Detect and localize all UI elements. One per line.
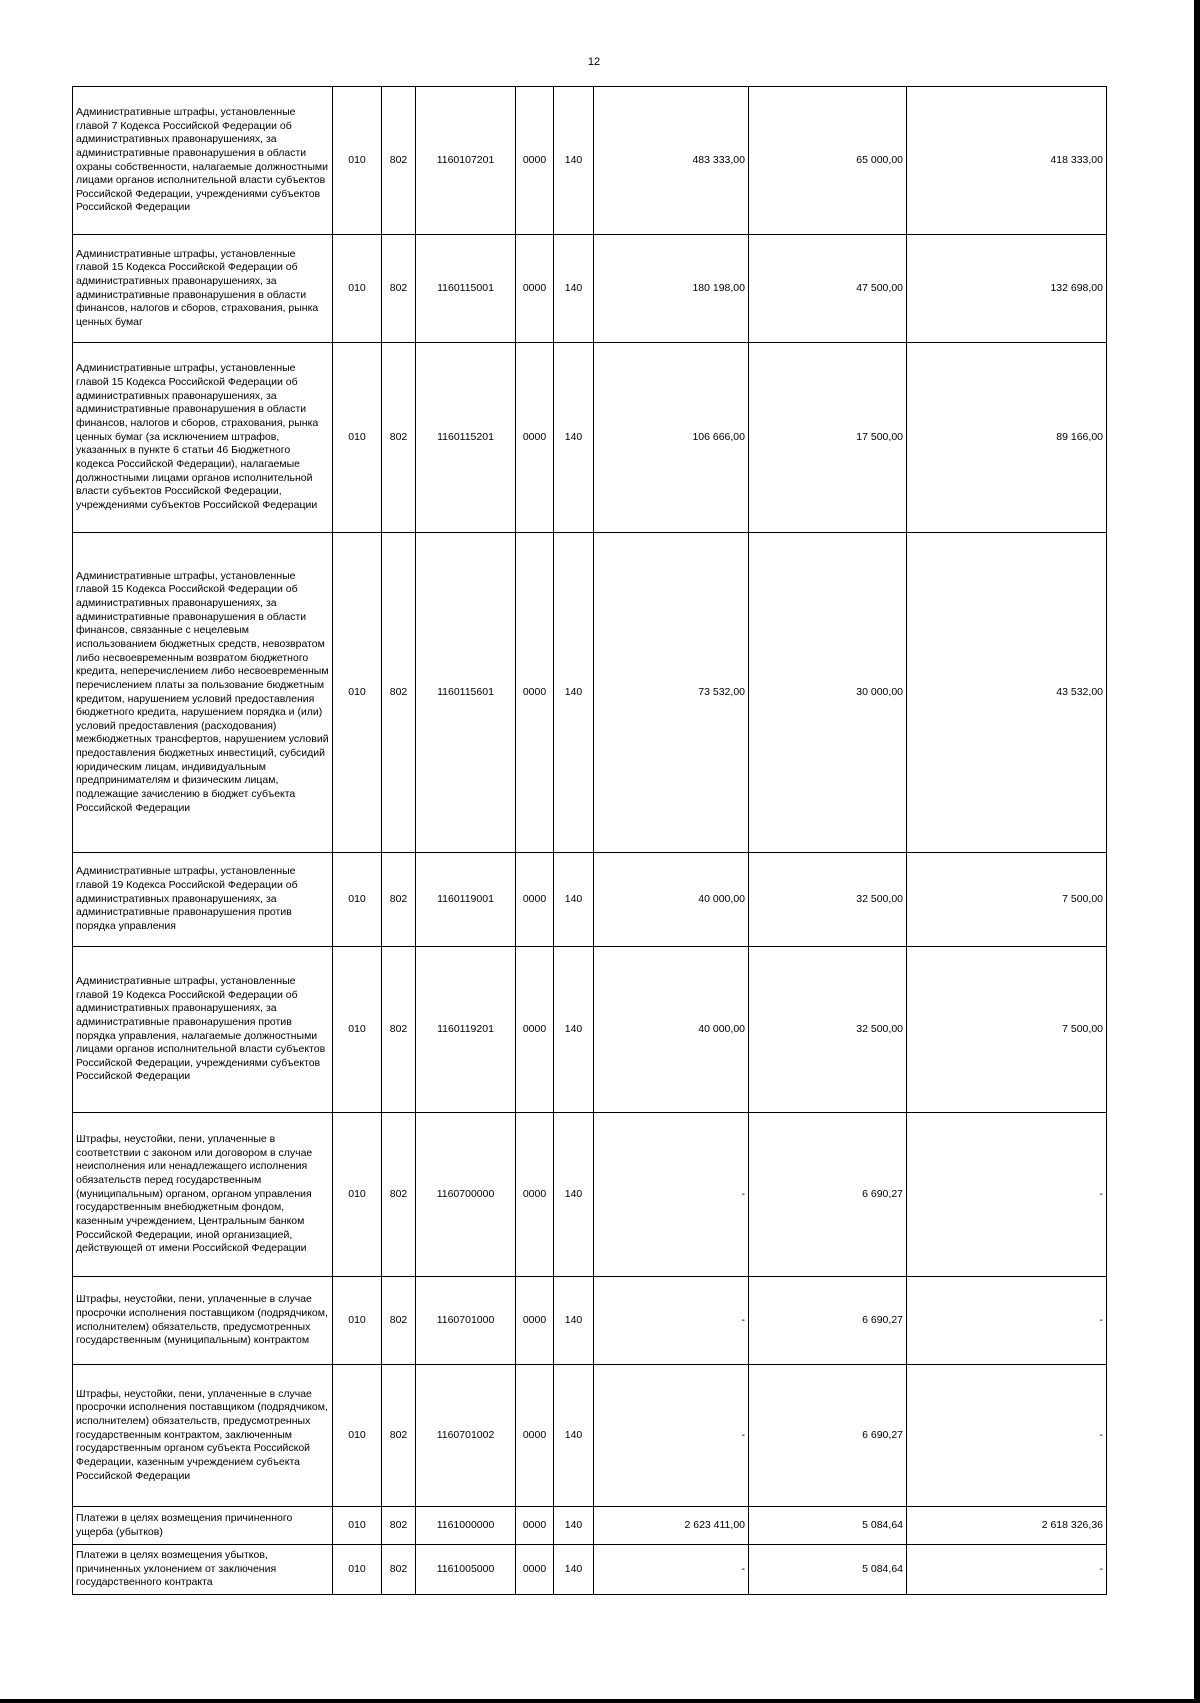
row-amount-planned: - xyxy=(594,1113,749,1277)
row-code-classification: 140 xyxy=(554,343,594,533)
row-amount-planned: - xyxy=(594,1277,749,1365)
row-code-classification: 140 xyxy=(554,1545,594,1595)
table-row xyxy=(73,235,1107,343)
row-amount-remaining: - xyxy=(907,1365,1107,1507)
row-code-section: 010 xyxy=(333,1507,382,1545)
row-code-classification: 140 xyxy=(554,1113,594,1277)
row-amount-planned: 73 532,00 xyxy=(594,533,749,853)
row-code-admin: 802 xyxy=(382,1113,416,1277)
row-code-program: 0000 xyxy=(516,87,554,235)
row-amount-planned: 180 198,00 xyxy=(594,235,749,343)
row-amount-planned: 483 333,00 xyxy=(594,87,749,235)
row-description: Платежи в целях возмещения причиненного ущерба (убытков) xyxy=(73,1507,333,1545)
row-code-revenue: 1161005000 xyxy=(416,1545,516,1595)
row-code-program: 0000 xyxy=(516,1545,554,1595)
table-row xyxy=(73,1365,1107,1507)
row-code-admin: 802 xyxy=(382,1545,416,1595)
row-amount-remaining: - xyxy=(907,1277,1107,1365)
row-description: Штрафы, неустойки, пени, уплаченные в случае просрочки исполнения поставщиком (подрядчиком, исполнителем) обязательств, предусмотренных государственным (муниципальным) контрактом xyxy=(73,1277,333,1365)
row-code-program: 0000 xyxy=(516,853,554,947)
row-code-admin: 802 xyxy=(382,1365,416,1507)
row-amount-executed: 6 690,27 xyxy=(749,1277,907,1365)
row-amount-planned: - xyxy=(594,1545,749,1595)
row-code-revenue: 1160119201 xyxy=(416,947,516,1113)
row-amount-planned: 40 000,00 xyxy=(594,853,749,947)
scan-edge-right xyxy=(1194,0,1200,1703)
table-row xyxy=(73,533,1107,853)
row-amount-planned: 106 666,00 xyxy=(594,343,749,533)
row-code-section: 010 xyxy=(333,1277,382,1365)
row-code-admin: 802 xyxy=(382,1277,416,1365)
row-code-revenue: 1160700000 xyxy=(416,1113,516,1277)
row-amount-executed: 65 000,00 xyxy=(749,87,907,235)
row-code-section: 010 xyxy=(333,1113,382,1277)
row-code-section: 010 xyxy=(333,947,382,1113)
row-code-program: 0000 xyxy=(516,235,554,343)
table-row xyxy=(73,1545,1107,1595)
row-code-revenue: 1160701000 xyxy=(416,1277,516,1365)
row-code-program: 0000 xyxy=(516,947,554,1113)
row-description: Административные штрафы, установленные главой 7 Кодекса Российской Федерации об административных правонарушениях, за административные правонарушения в области охраны собственности, налагаемые должностными лицами органов исполнительной власти субъектов Российской Федерации, учреждениями субъектов Российской Федерации xyxy=(73,87,333,235)
row-code-classification: 140 xyxy=(554,947,594,1113)
row-code-section: 010 xyxy=(333,853,382,947)
row-description: Платежи в целях возмещения убытков, причиненных уклонением от заключения государственного контракта xyxy=(73,1545,333,1595)
row-code-section: 010 xyxy=(333,87,382,235)
revenue-table xyxy=(72,86,1107,1595)
row-description: Административные штрафы, установленные главой 19 Кодекса Российской Федерации об административных правонарушениях, за административные правонарушения против порядка управления, налагаемые должностными лицами органов исполнительной власти субъектов Российской Федерации, учреждениями субъектов Российской Федерации xyxy=(73,947,333,1113)
row-description: Штрафы, неустойки, пени, уплаченные в случае просрочки исполнения поставщиком (подрядчиком, исполнителем) обязательств, предусмотренных государственным контрактом, заключенным государственным органом субъекта Российской Федерации, казенным учреждением субъекта Российской Федерации xyxy=(73,1365,333,1507)
row-code-classification: 140 xyxy=(554,1277,594,1365)
row-amount-executed: 17 500,00 xyxy=(749,343,907,533)
row-code-program: 0000 xyxy=(516,1113,554,1277)
row-description: Административные штрафы, установленные главой 19 Кодекса Российской Федерации об административных правонарушениях, за административные правонарушения против порядка управления xyxy=(73,853,333,947)
row-amount-executed: 6 690,27 xyxy=(749,1365,907,1507)
row-amount-remaining: 7 500,00 xyxy=(907,853,1107,947)
row-code-section: 010 xyxy=(333,235,382,343)
table-row xyxy=(73,1507,1107,1545)
table-row xyxy=(73,87,1107,235)
row-code-revenue: 1160107201 xyxy=(416,87,516,235)
row-amount-executed: 32 500,00 xyxy=(749,947,907,1113)
row-code-revenue: 1160115601 xyxy=(416,533,516,853)
row-code-classification: 140 xyxy=(554,1507,594,1545)
table-row xyxy=(73,1277,1107,1365)
row-code-revenue: 1160115001 xyxy=(416,235,516,343)
row-amount-remaining: 7 500,00 xyxy=(907,947,1107,1113)
row-code-admin: 802 xyxy=(382,853,416,947)
row-code-classification: 140 xyxy=(554,87,594,235)
row-amount-remaining: 89 166,00 xyxy=(907,343,1107,533)
row-description: Административные штрафы, установленные главой 15 Кодекса Российской Федерации об административных правонарушениях, за административные правонарушения в области финансов, налогов и сборов, страхования, рынка ценных бумаг (за исключением штрафов, указанных в пункте 6 статьи 46 Бюджетного кодекса Российской Федерации), налагаемые должностными лицами органов исполнительной власти субъектов Российской Федерации, учреждениями субъектов Российской Федерации xyxy=(73,343,333,533)
row-description: Штрафы, неустойки, пени, уплаченные в соответствии с законом или договором в случае неисполнения или ненадлежащего исполнения обязательств перед государственным (муниципальным) органом, органом управления государственным внебюджетным фондом, казенным учреждением, Центральным банком Российской Федерации, иной организацией, действующей от имени Российской Федерации xyxy=(73,1113,333,1277)
row-amount-remaining: - xyxy=(907,1545,1107,1595)
table-row xyxy=(73,947,1107,1113)
row-code-revenue: 1160115201 xyxy=(416,343,516,533)
row-amount-executed: 30 000,00 xyxy=(749,533,907,853)
row-code-admin: 802 xyxy=(382,235,416,343)
row-code-classification: 140 xyxy=(554,853,594,947)
row-code-admin: 802 xyxy=(382,343,416,533)
row-description: Административные штрафы, установленные главой 15 Кодекса Российской Федерации об административных правонарушениях, за административные правонарушения в области финансов, налогов и сборов, страхования, рынка ценных бумаг xyxy=(73,235,333,343)
table-row xyxy=(73,853,1107,947)
row-code-program: 0000 xyxy=(516,343,554,533)
row-code-program: 0000 xyxy=(516,1277,554,1365)
row-code-admin: 802 xyxy=(382,533,416,853)
row-code-section: 010 xyxy=(333,343,382,533)
row-amount-remaining: 418 333,00 xyxy=(907,87,1107,235)
row-code-admin: 802 xyxy=(382,87,416,235)
row-amount-remaining: 43 532,00 xyxy=(907,533,1107,853)
row-code-classification: 140 xyxy=(554,235,594,343)
row-amount-planned: - xyxy=(594,1365,749,1507)
row-amount-remaining: - xyxy=(907,1113,1107,1277)
table-row xyxy=(73,343,1107,533)
row-code-program: 0000 xyxy=(516,1507,554,1545)
row-code-revenue: 1160119001 xyxy=(416,853,516,947)
page-number: 12 xyxy=(587,56,601,68)
row-code-admin: 802 xyxy=(382,1507,416,1545)
row-code-section: 010 xyxy=(333,533,382,853)
row-amount-remaining: 2 618 326,36 xyxy=(907,1507,1107,1545)
scan-edge-bottom xyxy=(0,1699,1200,1703)
row-code-revenue: 1161000000 xyxy=(416,1507,516,1545)
row-code-classification: 140 xyxy=(554,1365,594,1507)
row-amount-executed: 6 690,27 xyxy=(749,1113,907,1277)
row-amount-executed: 32 500,00 xyxy=(749,853,907,947)
row-code-admin: 802 xyxy=(382,947,416,1113)
row-code-revenue: 1160701002 xyxy=(416,1365,516,1507)
row-code-classification: 140 xyxy=(554,533,594,853)
row-code-program: 0000 xyxy=(516,1365,554,1507)
row-code-section: 010 xyxy=(333,1545,382,1595)
row-amount-executed: 5 084,64 xyxy=(749,1507,907,1545)
row-amount-remaining: 132 698,00 xyxy=(907,235,1107,343)
table-row xyxy=(73,1113,1107,1277)
row-amount-executed: 47 500,00 xyxy=(749,235,907,343)
row-description: Административные штрафы, установленные главой 15 Кодекса Российской Федерации об административных правонарушениях, за административные правонарушения в области финансов, связанные с нецелевым использованием бюджетных средств, невозвратом либо несвоевременным возвратом бюджетного кредита, неперечислением либо несвоевременным перечислением платы за пользование бюджетным кредитом, нарушением условий предоставления бюджетного кредита, нарушением порядка и (или) условий предоставления (расходования) межбюджетных трансфертов, нарушением условий предоставления бюджетных инвестиций, субсидий юридическим лицам, индивидуальным предпринимателям и физическим лицам, подлежащие зачислению в бюджет субъекта Российской Федерации xyxy=(73,533,333,853)
row-amount-executed: 5 084,64 xyxy=(749,1545,907,1595)
row-code-section: 010 xyxy=(333,1365,382,1507)
row-amount-planned: 40 000,00 xyxy=(594,947,749,1113)
row-code-program: 0000 xyxy=(516,533,554,853)
row-amount-planned: 2 623 411,00 xyxy=(594,1507,749,1545)
